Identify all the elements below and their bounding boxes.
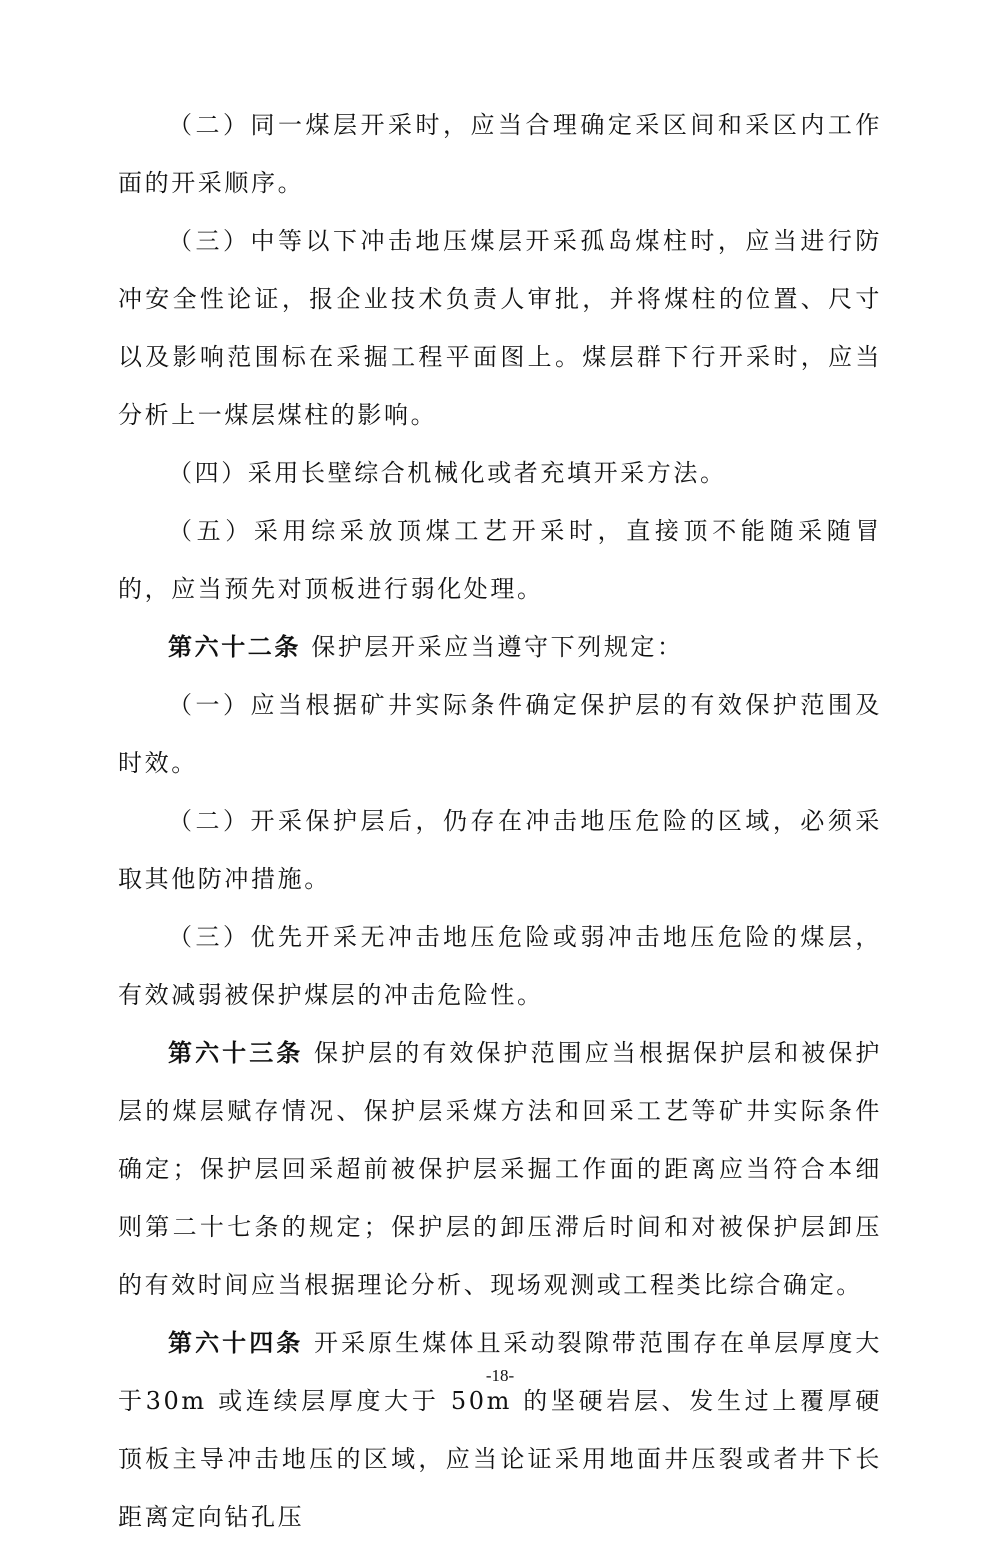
paragraph-text: （三）优先开采无冲击地压危险或弱冲击地压危险的煤层，有效减弱被保护煤层的冲击危险性。: [118, 923, 882, 1009]
article-heading: 第六十四条: [168, 1329, 304, 1357]
page-number: -18-: [485, 1366, 515, 1385]
article-paragraph: [118, 1024, 882, 1314]
paragraph: [118, 676, 882, 792]
paragraph-text: （一）应当根据矿井实际条件确定保护层的有效保护范围及时效。: [118, 691, 882, 777]
article-heading: 第六十三条: [168, 1039, 304, 1067]
article-paragraph: [118, 618, 882, 676]
paragraph-text: （二）开采保护层后，仍存在冲击地压危险的区域，必须采取其他防冲措施。: [118, 807, 882, 893]
paragraph-text: （二）同一煤层开采时，应当合理确定采区间和采区内工作面的开采顺序。: [118, 111, 882, 197]
paragraph: [118, 908, 882, 1024]
paragraph: [118, 792, 882, 908]
paragraph-text: 保护层开采应当遵守下列规定：: [301, 633, 684, 661]
paragraph: [118, 444, 882, 502]
paragraph-text: （五）采用综采放顶煤工艺开采时，直接顶不能随采随冒的，应当预先对顶板进行弱化处理。: [118, 517, 882, 603]
document-body: [118, 96, 882, 1546]
article-heading: 第六十二条: [168, 633, 301, 661]
article-paragraph: [118, 1314, 882, 1546]
paragraph-text: 开采原生煤体且采动裂隙带范围存在单层厚度大于30m 或连续层厚度大于 50m 的坚硬岩层、发生过上覆厚硬顶板主导冲击地压的区域，应当论证采用地面井压裂或者井下长距离定向钻孔压: [118, 1329, 883, 1531]
paragraph: [118, 502, 882, 618]
paragraph-text: （四）采用长壁综合机械化或者充填开采方法。: [168, 459, 727, 487]
paragraph: [118, 212, 882, 444]
paragraph: [118, 96, 882, 212]
paragraph-text: （三）中等以下冲击地压煤层开采孤岛煤柱时，应当进行防冲安全性论证，报企业技术负责人审批，并将煤柱的位置、尺寸以及影响范围标在采掘工程平面图上。煤层群下行开采时，应当分析上一煤层煤柱的影响。: [118, 227, 882, 429]
paragraph-text: 保护层的有效保护范围应当根据保护层和被保护层的煤层赋存情况、保护层采煤方法和回采工艺等矿井实际条件确定；保护层回采超前被保护层采掘工作面的距离应当符合本细则第二十七条的规定；保护层的卸压滞后时间和对被保护层卸压的有效时间应当根据理论分析、现场观测或工程类比综合确定。: [118, 1039, 883, 1299]
